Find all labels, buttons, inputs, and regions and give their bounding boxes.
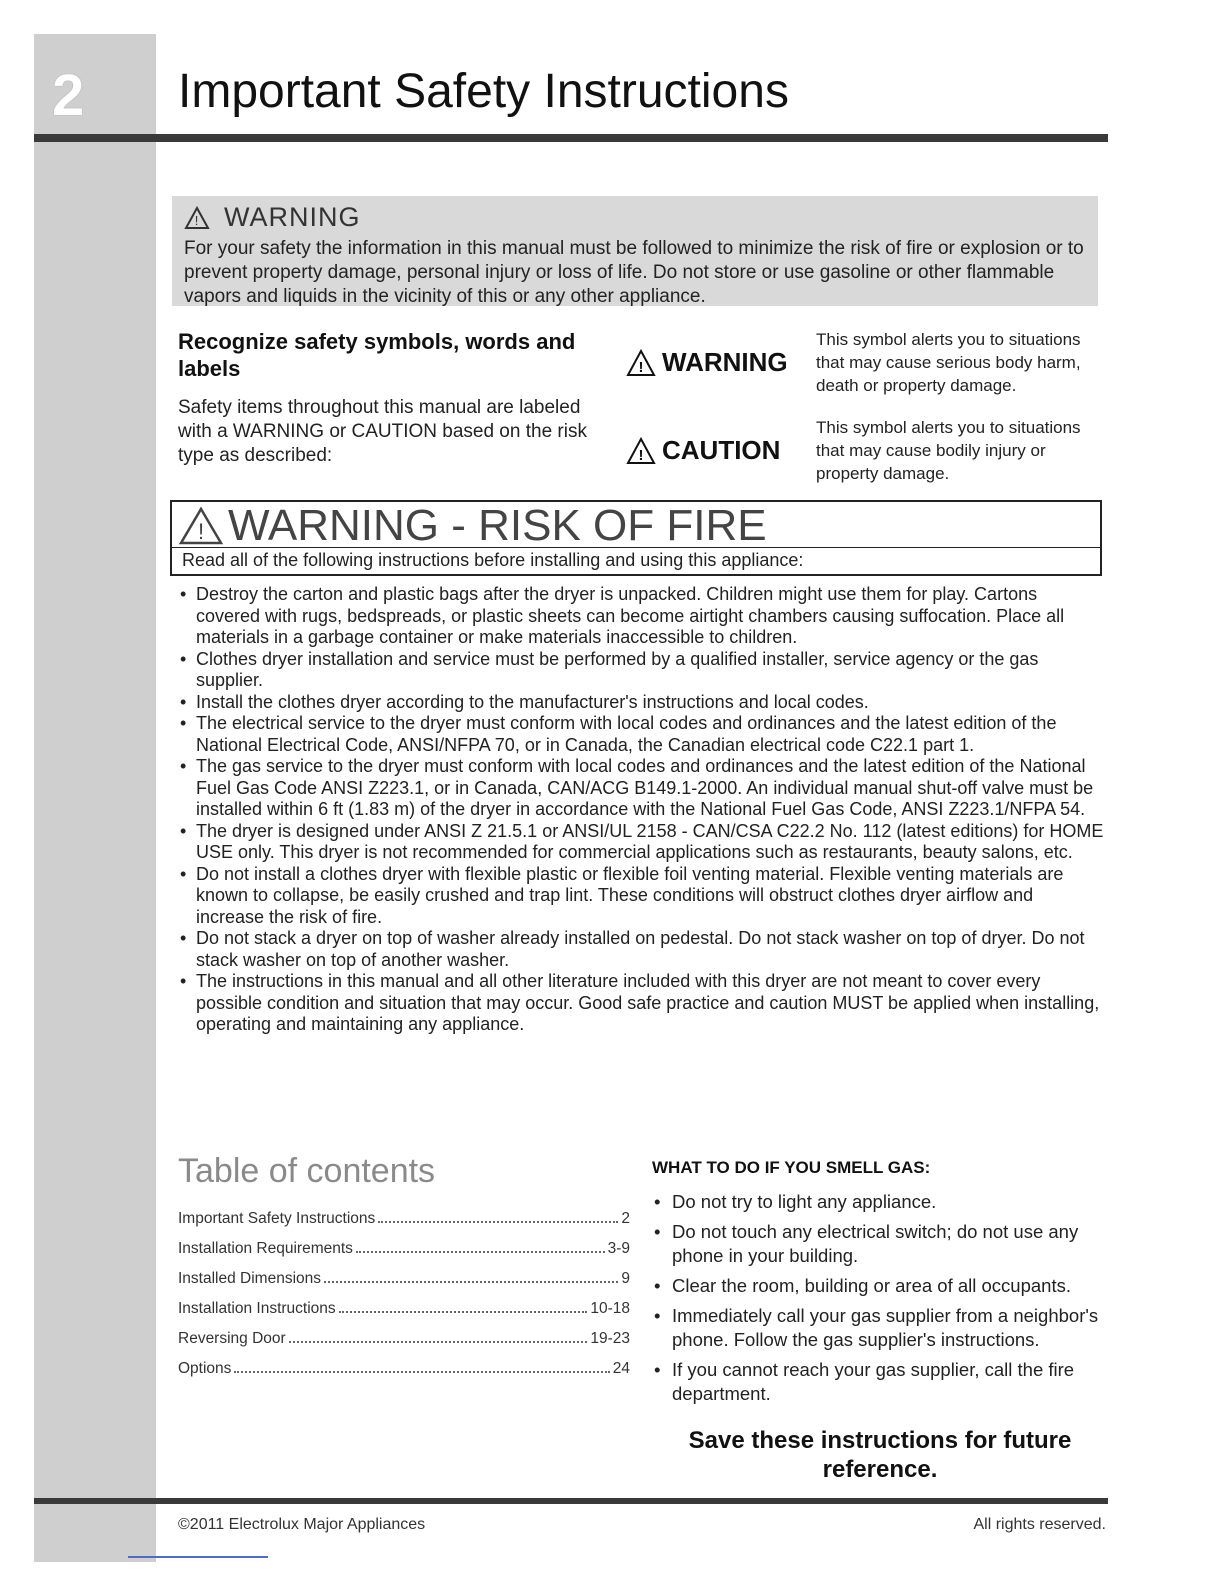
fire-warning-heading	[172, 502, 1100, 550]
svg-text:!: !	[638, 446, 644, 464]
scan-mark	[128, 1556, 268, 1558]
svg-text:!: !	[194, 212, 200, 228]
list-item: • The dryer is designed under ANSI Z 21.5.1 or ANSI/UL 2158 - CAN/CSA C22.2 No. 112 (latest editions) for HOME USE only. This dryer is not recommended for commercial applications such as restaurants, beauty salons, etc.	[178, 821, 1104, 864]
save-instructions-note: Save these instructions for future reference.	[688, 1427, 1072, 1483]
warning-symbol-word: WARNING	[662, 347, 788, 377]
list-item: • Clothes dryer installation and service must be performed by a qualified installer, service agency or the gas supplier.	[178, 649, 1104, 692]
toc-entry-pages: 3-9	[607, 1240, 630, 1257]
toc-entry[interactable]	[178, 1270, 630, 1300]
bottom-divider	[34, 1498, 1108, 1504]
toc-entry-label: Reversing Door	[178, 1330, 286, 1347]
toc-leader	[324, 1281, 618, 1283]
top-divider	[34, 134, 1108, 142]
symbols-body: Safety items throughout this manual are labeled with a WARNING or CAUTION based on the risk type as described:	[178, 397, 587, 466]
warning-symbol-desc: This symbol alerts you to situations that may cause serious body harm, death or property damage.	[816, 330, 1081, 395]
fire-warning-title: WARNING - RISK OF FIRE	[228, 501, 767, 550]
caution-symbol-word: CAUTION	[662, 435, 781, 465]
toc-entry[interactable]	[178, 1360, 630, 1390]
list-item: • If you cannot reach your gas supplier, call the fire department.	[652, 1358, 1108, 1406]
warning-box-title: WARNING	[224, 202, 361, 232]
symbols-heading: Recognize safety symbols, words and labels	[178, 329, 576, 381]
toc-entry-pages: 24	[612, 1360, 630, 1377]
toc-entry-label: Important Safety Instructions	[178, 1210, 376, 1227]
toc-leader	[356, 1251, 605, 1253]
warning-triangle-icon	[184, 206, 210, 230]
page-number: 2	[52, 63, 85, 128]
svg-text:!: !	[197, 519, 205, 544]
gas-instructions-list	[652, 1190, 1108, 1412]
footer-copyright: ©2011 Electrolux Major Appliances	[178, 1516, 426, 1533]
toc-entry-label: Installation Requirements	[178, 1240, 353, 1257]
footer-rights: All rights reserved.	[973, 1516, 1106, 1533]
warning-triangle-icon	[626, 349, 656, 377]
toc-leader	[378, 1221, 618, 1223]
warning-symbol-label	[626, 328, 816, 397]
list-item: • Clear the room, building or area of all occupants.	[652, 1274, 1108, 1298]
toc-entry-label: Options	[178, 1360, 232, 1377]
list-item: • The gas service to the dryer must conform with local codes and ordinances and the latest edition of the National Fuel Gas Code ANSI Z223.1, or in Canada, CAN/ACG B149.1-2000. An individual manual shut-off valve must be installed within 6 ft (1.83 m) of the dryer in accordance with the National Fuel Gas Code, ANSI Z223.1/NFPA 54.	[178, 756, 1104, 821]
toc-leader	[234, 1371, 609, 1373]
warning-symbol-row	[626, 328, 1098, 397]
gas-heading: WHAT TO DO IF YOU SMELL GAS:	[652, 1158, 931, 1177]
list-item: • Install the clothes dryer according to the manufacturer's instructions and local codes.	[178, 692, 1104, 714]
fire-warning-subtitle: Read all of the following instructions before installing and using this appliance:	[172, 547, 1100, 574]
toc-entry-pages: 10-18	[590, 1300, 630, 1317]
toc-leader	[339, 1311, 588, 1313]
toc-entry-pages: 19-23	[590, 1330, 630, 1347]
list-item: • Destroy the carton and plastic bags after the dryer is unpacked. Children might use them for play. Cartons covered with rugs, bedspreads, or plastic sheets can become airtight chambers causing suffocation. Place all materials in a garbage container or make materials inaccessible to children.	[178, 584, 1104, 649]
list-item: • The instructions in this manual and all other literature included with this dryer are not meant to cover every possible condition and situation that may occur. Good safe practice and caution MUST be applied when installing, operating and maintaining any appliance.	[178, 971, 1104, 1036]
toc-entry-label: Installation Instructions	[178, 1300, 336, 1317]
page-sidebar	[34, 34, 156, 1562]
toc-leader	[289, 1341, 588, 1343]
list-item: • The electrical service to the dryer must conform with local codes and ordinances and the latest edition of the National Electrical Code, ANSI/NFPA 70, or in Canada, the Canadian electrical code C22.1 part 1.	[178, 713, 1104, 756]
toc-entry-label: Installed Dimensions	[178, 1270, 322, 1287]
warning-triangle-icon	[178, 506, 224, 546]
toc-entry[interactable]	[178, 1240, 630, 1270]
list-item: • Do not touch any electrical switch; do not use any phone in your building.	[652, 1220, 1108, 1268]
toc-entry[interactable]	[178, 1330, 630, 1360]
toc-entry[interactable]	[178, 1300, 630, 1330]
list-item: • Do not install a clothes dryer with flexible plastic or flexible foil venting material. Flexible venting materials are known to collapse, be easily crushed and trap lint. These conditions will obstruct clothes dryer airflow and increase the risk of fire.	[178, 864, 1104, 929]
svg-text:!: !	[638, 358, 644, 376]
table-of-contents	[178, 1210, 630, 1390]
warning-box-text: For your safety the information in this manual must be followed to minimize the risk of fire or explosion or to prevent property damage, personal injury or loss of life. Do not store or use gasoline or other flammable vapors and liquids in the vicinity of this or any other appliance.	[184, 238, 1084, 307]
list-item: • Do not stack a dryer on top of washer already installed on pedestal. Do not stack washer on top of dryer. Do not stack washer on top of another washer.	[178, 928, 1104, 971]
list-item: • Immediately call your gas supplier from a neighbor's phone. Follow the gas supplier's instructions.	[652, 1304, 1108, 1352]
caution-symbol-label	[626, 416, 816, 485]
toc-entry-pages: 9	[621, 1270, 630, 1287]
caution-triangle-icon	[626, 437, 656, 465]
caution-symbol-desc: This symbol alerts you to situations that may cause bodily injury or property damage.	[816, 418, 1081, 483]
warning-box-heading	[184, 202, 1098, 233]
list-item: • Do not try to light any appliance.	[652, 1190, 1108, 1214]
toc-title: Table of contents	[178, 1152, 436, 1190]
warning-box	[172, 196, 1098, 306]
page-title: Important Safety Instructions	[178, 65, 789, 118]
toc-entry-pages: 2	[621, 1210, 630, 1227]
safety-instructions-list	[178, 584, 1104, 1036]
toc-entry[interactable]	[178, 1210, 630, 1240]
caution-symbol-row	[626, 416, 1098, 485]
fire-warning-box	[170, 500, 1102, 576]
